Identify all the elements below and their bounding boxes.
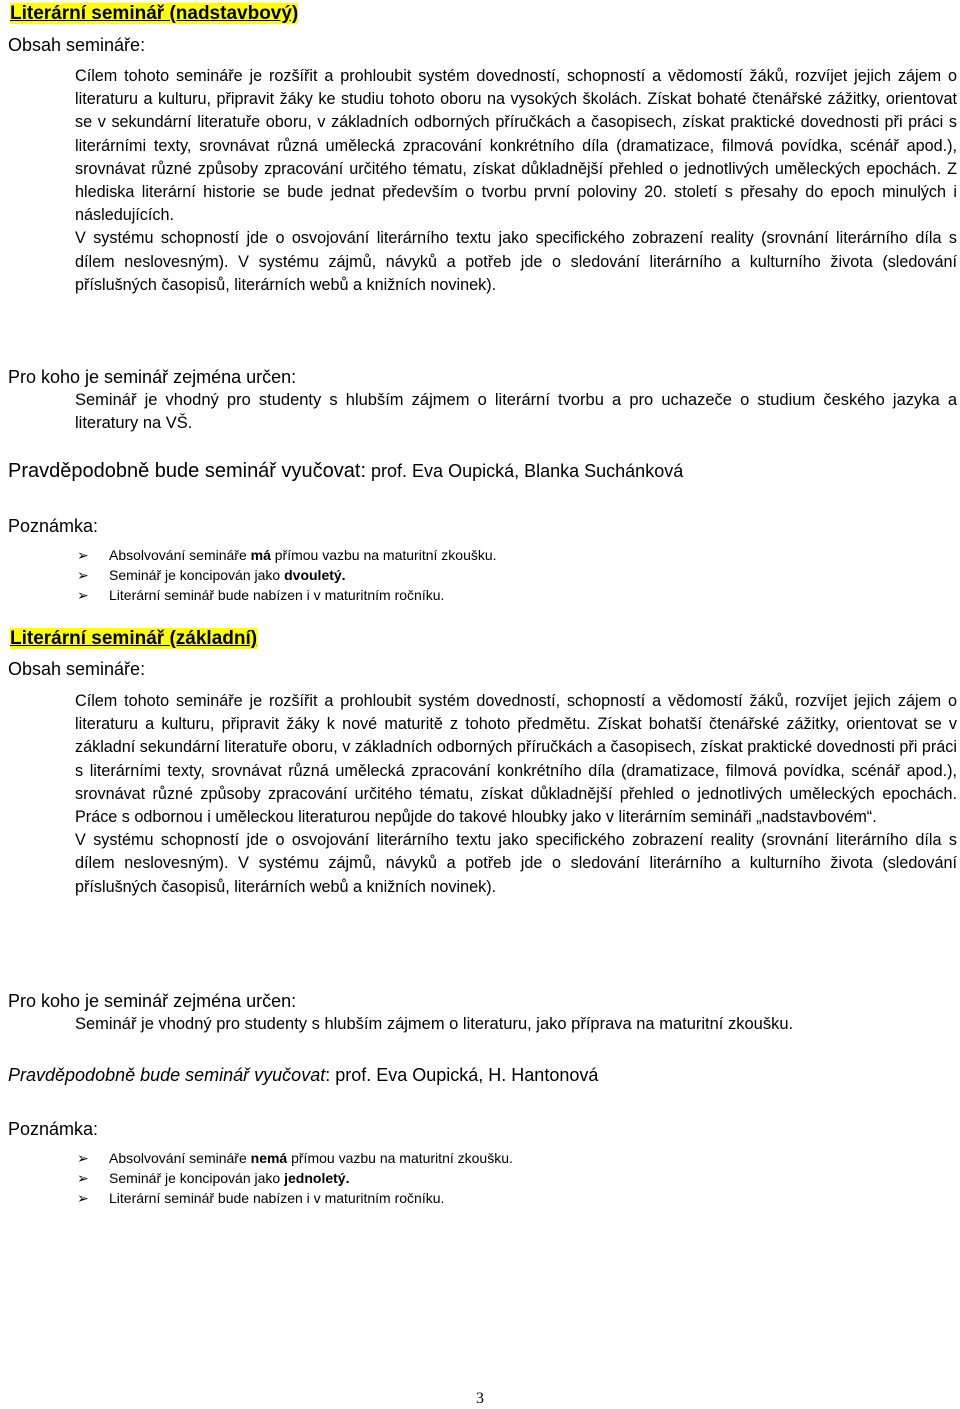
note-text: přímou vazbu na maturitní zkoušku.	[287, 1150, 513, 1166]
section1-contents-label: Obsah semináře:	[8, 35, 146, 55]
section1-teacher-label: Pravděpodobně bude seminář vyučovat:	[8, 460, 367, 482]
section1-contents-paragraph-1: Cílem tohoto semináře je rozšířit a prohloubit systém dovedností, schopností a vědomostí žáků, rozvíjet jejich zájem o literaturu a kulturu, připravit žáky ke studiu tohoto oboru na vysokých školách. Získat bohaté čtenářské zážitky, orientovat se v sekundární literatuře oboru, v základních odborných příručkách a časopisech, získat praktické dovednosti při práci s literárními texty, srovnávat různá umělecká zpracování konkrétního díla (dramatizace, filmová povídka, scénář apod.), srovnávat různé způsoby zpracování určitého tématu, získat důkladnější přehled o jednotlivých uměleckých epochách. Z hlediska literární historie se bude jednat především o tvorbu první poloviny 20. století s přesahy do epoch minulých i následujících.	[75, 67, 957, 225]
note-text: Absolvování semináře	[109, 1150, 251, 1166]
note-text: Seminář je koncipován jako	[109, 567, 285, 583]
note-text: Seminář je koncipován jako	[109, 1170, 285, 1186]
section2-teacher	[8, 1064, 598, 1086]
note-text: Literární seminář bude nabízen i v maturitním ročníku.	[109, 1190, 445, 1206]
note-text: přímou vazbu na maturitní zkoušku.	[270, 547, 497, 563]
note-bold: má	[250, 547, 271, 563]
note-text: Absolvování semináře	[109, 547, 251, 563]
section1-contents	[75, 65, 957, 297]
section2-note-label: Poznámka:	[8, 1119, 99, 1139]
arrow-bullet-icon: ➢	[77, 1170, 89, 1186]
section2-contents	[75, 690, 957, 899]
section2-notes-list	[75, 1148, 513, 1208]
arrow-bullet-icon: ➢	[77, 547, 89, 563]
note-bold: jednoletý.	[284, 1170, 350, 1186]
page-number: 3	[476, 1390, 484, 1407]
section2-teacher-names: : prof. Eva Oupická, H. Hantonová	[325, 1065, 599, 1085]
section1-notes-list	[75, 545, 497, 605]
list-item	[75, 1168, 513, 1188]
list-item	[75, 565, 497, 585]
note-bold: nemá	[250, 1150, 288, 1166]
arrow-bullet-icon: ➢	[77, 587, 89, 603]
section1-title	[8, 3, 300, 25]
section1-contents-paragraph-2: V systému schopností jde o osvojování literárního textu jako specifického zobrazení reality (srovnání literárního díla s dílem neslovesným). V systému zájmů, návyků a potřeb jde o sledování literárního a kulturního života (sledování příslušných časopisů, literárních webů a knižních novinek).	[75, 229, 957, 294]
section1-teacher-names: prof. Eva Oupická, Blanka Suchánková	[371, 461, 684, 481]
arrow-bullet-icon: ➢	[77, 1190, 89, 1206]
note-bold: dvouletý.	[284, 567, 346, 583]
section2-title-text: Literární seminář (základní)	[10, 628, 258, 649]
section2-title	[8, 628, 259, 650]
section2-audience-text: Seminář je vhodný pro studenty s hlubším zájmem o literaturu, jako příprava na maturitní zkoušku.	[75, 1015, 794, 1033]
section2-contents-paragraph-1: Cílem tohoto semináře je rozšířit a prohloubit systém dovedností, schopností a vědomostí žáků, rozvíjet jejich zájem o literaturu a kulturu, připravit žáky k nové maturitě z tohoto předmětu. Získat bohatší čtenářské zážitky, orientovat se v základní sekundární literatuře oboru, v základních odborných příručkách a časopisech, získat praktické dovednosti při práci s literárními texty, srovnávat různá umělecká zpracování konkrétního díla (dramatizace, filmová povídka, scénář apod.), srovnávat různé způsoby zpracování určitého tématu, získat důkladnější přehled o jednotlivých uměleckých epochách. Práce s odbornou i uměleckou literaturou nepůjde do takové hloubky jako v literárním semináři „nadstavbovém“.	[75, 692, 957, 827]
section2-audience-label: Pro koho je seminář zejména určen:	[8, 991, 297, 1011]
list-item	[75, 1188, 513, 1208]
list-item	[75, 545, 497, 565]
list-item	[75, 1148, 513, 1168]
list-item	[75, 585, 497, 605]
section1-audience-text: Seminář je vhodný pro studenty s hlubším zájmem o literární tvorbu a pro uchazeče o studium českého jazyka a literatury na VŠ.	[75, 391, 957, 432]
arrow-bullet-icon: ➢	[77, 567, 89, 583]
arrow-bullet-icon: ➢	[77, 1150, 89, 1166]
section2-teacher-label: Pravděpodobně bude seminář vyučovat	[8, 1065, 326, 1085]
section1-note-label: Poznámka:	[8, 516, 99, 536]
section2-contents-paragraph-2: V systému schopností jde o osvojování literárního textu jako specifického zobrazení reality (srovnání literárního díla s dílem neslovesným). V systému zájmů, návyků a potřeb jde o sledování literárního a kulturního života (sledování příslušných časopisů, literárních webů a knižních novinek).	[75, 831, 957, 896]
section1-audience-label: Pro koho je seminář zejména určen:	[8, 367, 297, 387]
note-text: Literární seminář bude nabízen i v maturitním ročníku.	[109, 587, 445, 603]
section1-title-text: Literární seminář (nadstavbový)	[10, 3, 299, 24]
section2-contents-label: Obsah semináře:	[8, 659, 146, 679]
section1-teacher	[8, 460, 683, 482]
